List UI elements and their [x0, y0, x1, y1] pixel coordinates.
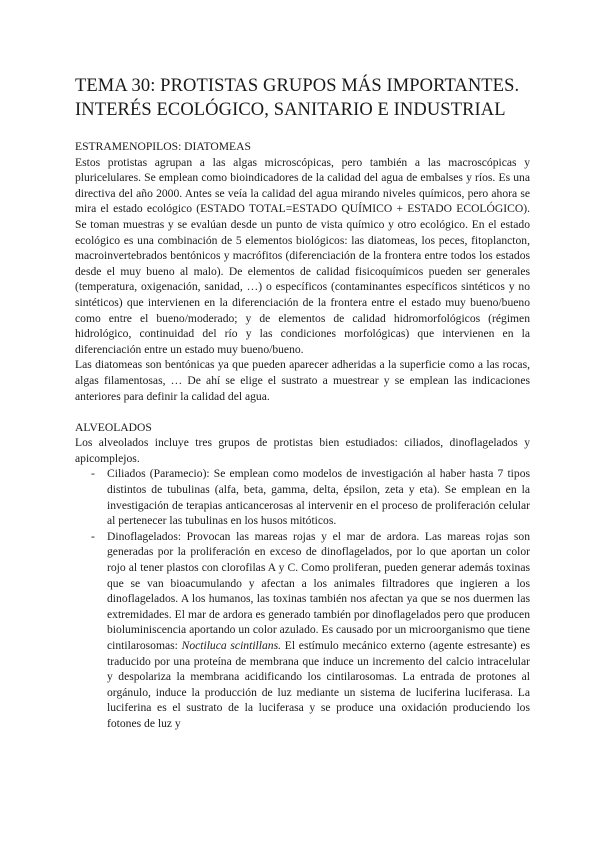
spacer	[75, 404, 530, 420]
paragraph-diatomeas-1: Estos protistas agrupan a las algas microscópicas, pero también a las macroscópicas y pluricelulares. Se emplean como bioindicadores de la calidad del agua de embalses y ríos. Es una directiva del año 2000. Antes se veía la calidad del agua mirando niveles químicos, pero ahora se mira el estado ecológico (ESTADO TOTAL=ESTADO QUÍMICO + ESTADO ECOLÓGICO). Se toman muestras y se evalúan desde un punto de vista químico y otro ecológico. En el estado ecológico es una combinación de 5 elementos biológicos: las diatomeas, los peces, fitoplancton, macroinvertebrados bentónicos y macrófitos (diferenciación de la frontera entre todos los estados desde el muy bueno al malo). De elementos de calidad fisicoquímicos pueden ser generales (temperatura, oxigenación, sanidad, …) o específicos (contaminantes específicos sintéticos y no sintéticos) que intervienen en la diferenciación de la frontera entre el estado muy bueno/bueno como entre el bueno/moderado; y de elementos de calidad hidromorfológicos (régimen hidrológico, continuidad del río y las condiciones morfológicas) que intervienen en la diferenciación entre un estado muy bueno/bueno.	[75, 155, 530, 356]
list-item-text: Ciliados (Paramecio): Se emplean como modelos de investigación al haber hasta 7 tipos distintos de tubulinas (alfa, beta, gamma, delta, épsilon, zeta y eta). Se emplean en la investigación de terapias anticancerosas al intervenir en el proceso de proliferación celular al pertenecer las tubulinas en los husos mitóticos.	[107, 467, 530, 528]
section-diatomeas	[75, 139, 530, 404]
page-title	[75, 74, 530, 122]
species-name: Noctiluca scintillans.	[181, 639, 281, 652]
list-item-text: Dinoflagelados: Provocan las mareas rojas y el mar de ardora. Las mareas rojas son generadas por la proliferación en exceso de dinoflagelados, por lo que aportan un color rojo al tener plastos con clorofilas A y C. Como proliferan, pueden generar además toxinas que se van bioacumulando y afectan a los animales filtradores que ingieren a los dinoflagelados. A los humanos, las toxinas también nos afectan ya que se nos duermen las extremidades. El mar de ardora es generado también por dinoflagelados pero que producen bioluminiscencia aportando un color azulado. Es causado por un microorganismo que tiene cintilarosomas:	[107, 529, 530, 652]
section-heading-diatomeas: ESTRAMENOPILOS: DIATOMEAS	[75, 140, 251, 153]
bullet-list	[75, 466, 530, 731]
list-item-dinoflagelados	[75, 529, 530, 732]
bullet-marker: -	[91, 467, 95, 481]
bullet-marker: -	[91, 529, 95, 543]
paragraph-alveolados-intro: Los alveolados incluye tres grupos de protistas bien estudiados: ciliados, dinoflagelados y apicomplejos.	[75, 436, 530, 465]
list-item-ciliados	[75, 466, 530, 528]
document-page	[75, 74, 530, 732]
section-heading-alveolados: ALVEOLADOS	[75, 420, 152, 434]
section-alveolados	[75, 420, 530, 732]
paragraph-diatomeas-2: Las diatomeas son bentónicas ya que pueden aparecer adheridas a la superficie como a las rocas, algas filamentosas, … De ahí se elige el sustrato a muestrear y se emplean las indicaciones anteriores para definir la calidad del agua.	[75, 358, 530, 403]
title-line-1: TEMA 30: PROTISTAS GRUPOS MÁS IMPORTANTES.	[75, 76, 520, 96]
list-item-text-continued: El estímulo mecánico externo (agente estresante) es traducido por una proteína de membrana que induce un incremento del calcio intracelular y despolariza la membrana acidificando los cintilarosomas. La entrada de protones al orgánulo, induce la producción de luz mediante un sistema de luciferina luciferasa. La luciferina es el sustrato de la luciferasa y se produce una oxidación produciendo los fotones de luz y	[107, 639, 530, 730]
title-line-2: INTERÉS ECOLÓGICO, SANITARIO E INDUSTRIAL	[75, 100, 506, 120]
